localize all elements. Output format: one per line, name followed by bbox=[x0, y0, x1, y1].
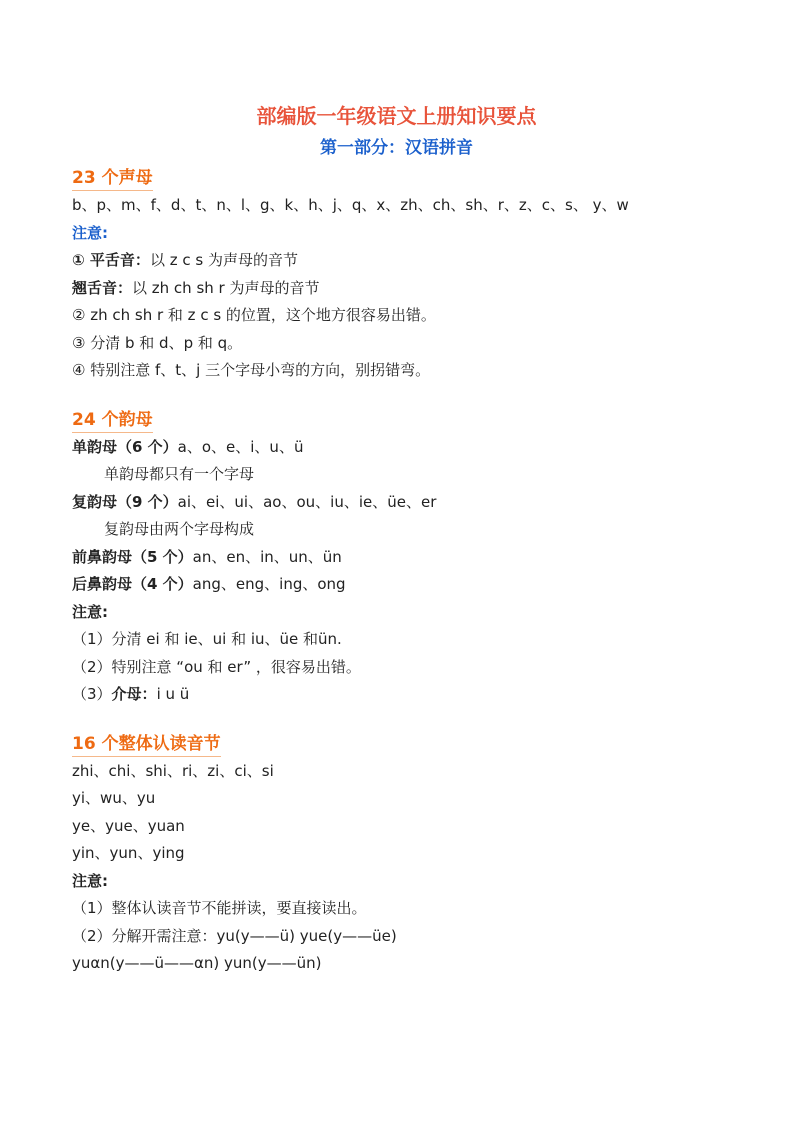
single-finals-text: a、o、e、i、u、ü bbox=[177, 437, 304, 456]
flat-tongue-text: 以 z c s 为声母的音节 bbox=[149, 251, 298, 269]
note-prefix: （3） bbox=[72, 685, 112, 703]
part-subtitle: 第一部分：汉语拼音 bbox=[320, 138, 473, 158]
note-line: ④ 特别注意 f、t、j 三个字母小弯的方向，别拐错弯。 bbox=[72, 361, 431, 379]
syllable-row: zhi、chi、shi、ri、zi、ci、si bbox=[72, 761, 274, 780]
section-initials bbox=[72, 166, 752, 385]
document-title: 部编版一年级语文上册知识要点 bbox=[256, 104, 537, 128]
syllable-row: ye、yue、yuan bbox=[72, 816, 185, 835]
front-nasal-text: an、en、in、un、ün bbox=[192, 547, 342, 566]
section-heading-initials: 23 个声母 bbox=[72, 166, 153, 191]
single-finals-desc: 单韵母都只有一个字母 bbox=[104, 465, 255, 483]
note-line bbox=[72, 247, 752, 275]
front-nasal-label: 前鼻韵母（5 个） bbox=[72, 547, 193, 566]
note-label: 注意: bbox=[72, 602, 108, 621]
note-line: yuαn(y——ü——αn) yun(y——ün) bbox=[72, 954, 322, 972]
syllable-row: yi、wu、yu bbox=[72, 789, 156, 807]
initials-list: b、p、m、f、d、t、n、l、g、k、h、j、q、x、zh、ch、sh、r、z、c、s、 y、w bbox=[72, 196, 629, 214]
section-heading-whole-syllables: 16 个整体认读音节 bbox=[72, 732, 221, 757]
note-line: （2）特别注意 “ou 和 er” ，很容易出错。 bbox=[72, 657, 361, 676]
note-line: （1）分清 ei 和 ie、ui 和 iu、üe 和ün. bbox=[72, 630, 342, 648]
note-line bbox=[72, 681, 752, 709]
flat-tongue-label: ① 平舌音： bbox=[72, 251, 150, 269]
single-finals-line bbox=[72, 434, 752, 462]
syllable-row: yin、yun、ying bbox=[72, 844, 185, 862]
compound-finals-text: ai、ei、ui、ao、ou、iu、ie、üe、er bbox=[177, 492, 437, 511]
note-line: ③ 分清 b 和 d、p 和 q。 bbox=[72, 333, 243, 352]
back-nasal-line bbox=[72, 571, 752, 599]
section-whole-syllables bbox=[72, 732, 752, 978]
note-line: ② zh ch sh r 和 z c s 的位置，这个地方很容易出错。 bbox=[72, 306, 436, 324]
retroflex-text: 以 zh ch sh r 为声母的音节 bbox=[132, 278, 320, 297]
back-nasal-text: ang、eng、ing、ong bbox=[192, 575, 346, 593]
section-heading-finals: 24 个韵母 bbox=[72, 408, 153, 433]
note-line: （2）分解开需注意：yu(y——ü) yue(y——üe) bbox=[72, 926, 397, 945]
compound-finals-desc: 复韵母由两个字母构成 bbox=[104, 520, 255, 538]
section-finals bbox=[72, 408, 752, 709]
medial-label: 介母： bbox=[111, 685, 157, 703]
medial-text: i u ü bbox=[156, 685, 190, 703]
note-label: 注意: bbox=[72, 223, 108, 242]
retroflex-label: 翘舌音： bbox=[72, 278, 133, 297]
front-nasal-line bbox=[72, 544, 752, 572]
document-body bbox=[72, 166, 752, 978]
note-line bbox=[72, 275, 752, 303]
single-finals-label: 单韵母（6 个） bbox=[72, 437, 178, 456]
compound-finals-line bbox=[72, 489, 752, 517]
back-nasal-label: 后鼻韵母（4 个） bbox=[72, 575, 193, 593]
note-line: （1）整体认读音节不能拼读，要直接读出。 bbox=[72, 899, 367, 917]
note-label: 注意: bbox=[72, 871, 108, 890]
compound-finals-label: 复韵母（9 个） bbox=[72, 492, 178, 511]
